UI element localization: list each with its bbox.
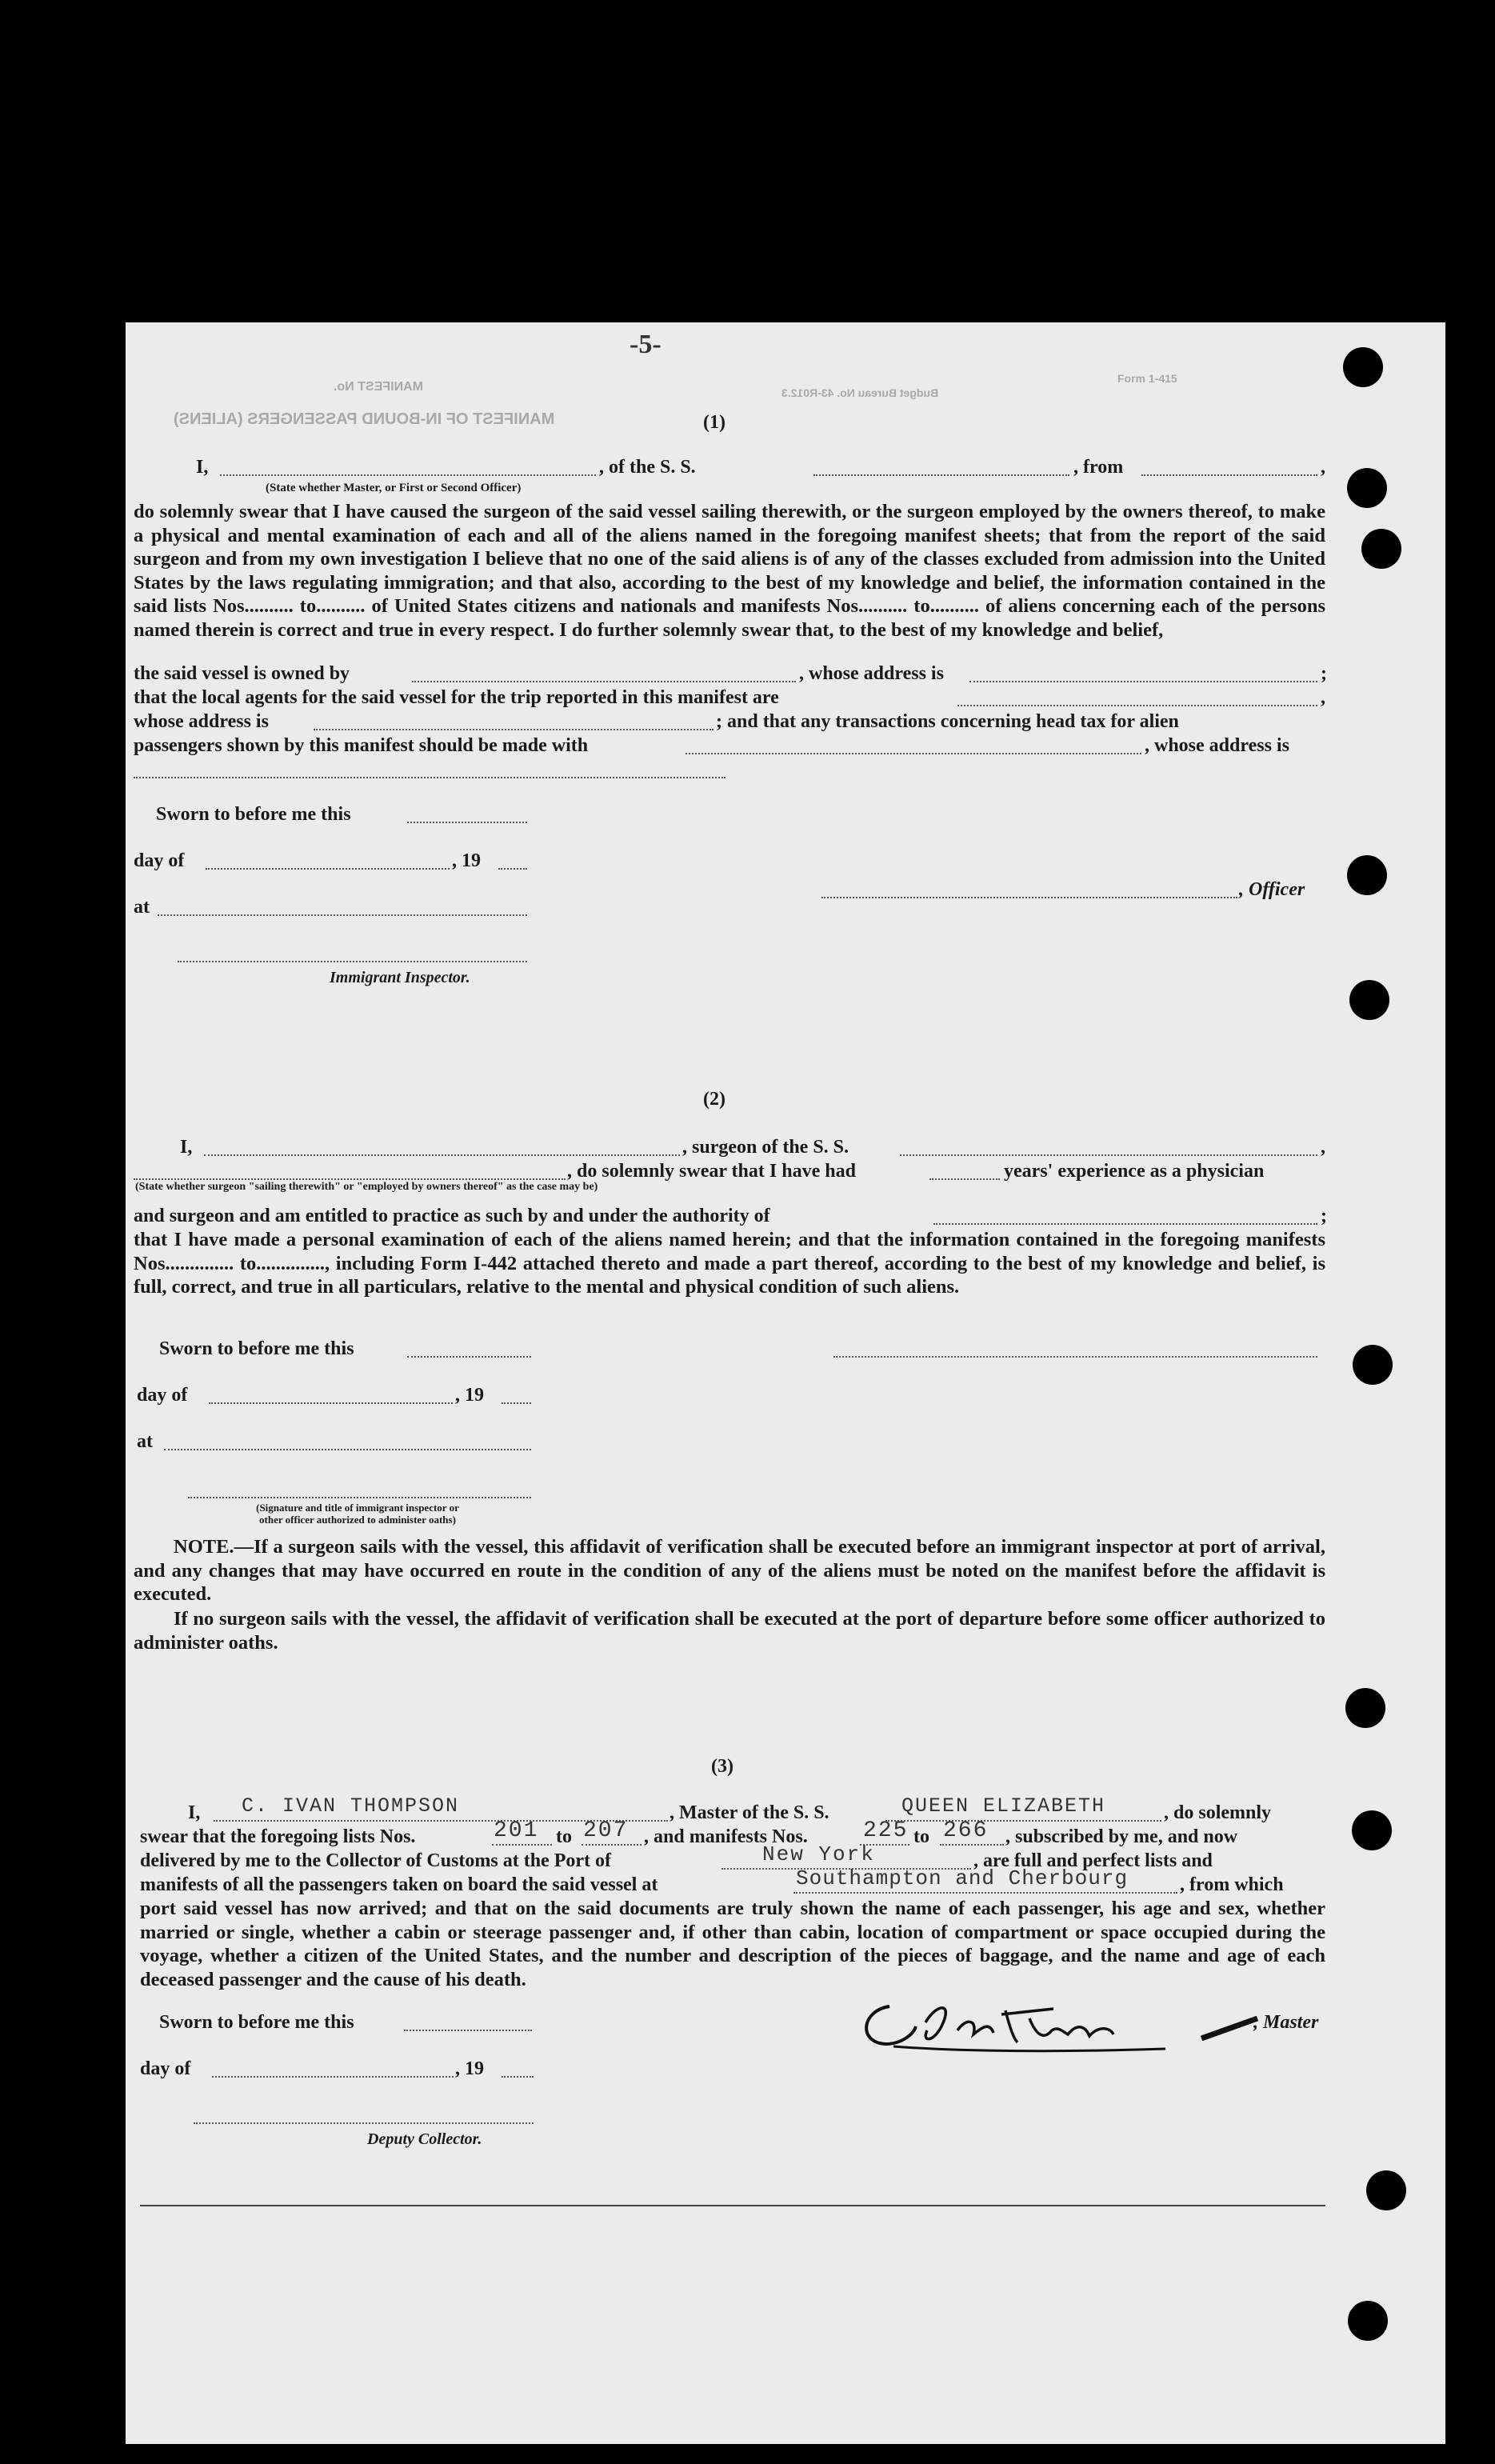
s3-day-of: day of — [140, 2058, 191, 2079]
s1-sworn: Sworn to before me this — [156, 804, 351, 825]
s1-rank-caption: (State whether Master, or First or Second Officer) — [266, 482, 522, 494]
s1-nineteen: , 19 — [452, 850, 481, 871]
s3-master-name: C. IVAN THOMPSON — [242, 1794, 460, 1818]
s3-vessel-blank — [885, 1820, 1161, 1822]
s3-delivered: delivered by me to the Collector of Customs at the Port of — [140, 1850, 611, 1871]
s2-years-exp: years' experience as a physician — [1004, 1161, 1265, 1182]
s1-officer-name-blank — [220, 474, 596, 476]
punch-hole — [1353, 1345, 1393, 1385]
s1-owner-address-blank — [969, 681, 1317, 682]
s2-note-body: —If a surgeon sails with the vessel, this affidavit of verification shall be executed before an immigrant inspector at port of arrival, and any changes that may have occurred en route in the condition of any of the aliens must be noted on the manifest before the affidavit is executed. — [134, 1536, 1325, 1605]
s3-day-blank — [212, 2076, 454, 2078]
s3-full-perfect: , are full and perfect lists and — [973, 1850, 1213, 1871]
s2-note-2: If no surgeon sails with the vessel, the affidavit of verification shall be executed at the port of departure before some officer authorized to administer oaths. — [134, 1608, 1325, 1654]
s1-officer-label: , Officer — [1239, 879, 1305, 900]
s3-manifests-to: 266 — [943, 1818, 989, 1843]
master-signature — [845, 1994, 1261, 2058]
s3-swear-lists: swear that the foregoing lists Nos. — [140, 1826, 416, 1847]
s2-caption: (State whether surgeon "sailing therewith" or "employed by owners thereof" as the case may be) — [135, 1181, 598, 1193]
s3-master-of: , Master of the S. S. — [670, 1802, 829, 1823]
punch-hole — [1349, 980, 1389, 1020]
punch-hole — [1348, 2301, 1388, 2341]
s2-note-label: NOTE. — [174, 1536, 234, 1558]
s3-lists-to-blank — [582, 1844, 642, 1846]
s3-nineteen: , 19 — [455, 2058, 484, 2079]
s3-year-blank — [502, 2076, 534, 2078]
s3-manifests-to-blank — [940, 1844, 1004, 1846]
s2-day-blank — [209, 1402, 453, 1404]
punch-hole — [1352, 1810, 1392, 1850]
s1-agents-address-blank — [314, 729, 714, 730]
s1-line1-end: , — [1321, 457, 1325, 478]
manifest-affidavit-page — [126, 322, 1445, 2444]
s2-years-blank — [929, 1178, 1000, 1180]
bottom-rule — [140, 2205, 1325, 2206]
s1-day-of: day of — [134, 850, 185, 871]
s1-at-blank — [158, 914, 527, 916]
s2-at-blank — [164, 1449, 531, 1450]
s2-surgeon-name-blank — [204, 1154, 680, 1156]
s2-authority-blank — [933, 1223, 1317, 1225]
s3-lists-from-blank — [492, 1844, 552, 1846]
s2-sworn: Sworn to before me this — [159, 1338, 354, 1359]
s2-sworn-blank — [407, 1356, 531, 1358]
s1-i: I, — [196, 457, 209, 478]
s2-day-of: day of — [137, 1385, 188, 1406]
s3-lists-to-label: to — [556, 1826, 572, 1847]
s1-whose-address-is: whose address is — [134, 711, 269, 732]
section-3-number: (3) — [711, 1756, 734, 1777]
s1-local-agents: that the local agents for the said vessel for the trip reported in this manifest are — [134, 687, 779, 708]
s1-body: do solemnly swear that I have caused the surgeon of the said vessel sailing therewith, or the surgeon employed by the owners thereof, to make a physical and mental examination of each and all of the aliens named in the foregoing manifest sheets; that from the report of the said surgeon and from my own investigation I believe that no one of the said aliens is of any of the classes excluded from admission into the United States by the laws regulating immigration; and that also, according to the best of my knowledge and belief, the information contained in the said lists Nos.......... to.......... of United States citizens and nationals and manifests Nos.......... to.......... of aliens concerning each of the persons named therein is correct and true in every respect. I do further solemnly swear that, to the best of my knowledge and belief, — [134, 501, 1325, 641]
bleed-through-budget: Budget Bureau No. 43-R012.3 — [781, 386, 939, 399]
s1-passengers: passengers shown by this manifest should be made with — [134, 735, 589, 756]
s1-agents-blank — [957, 705, 1317, 706]
s1-owned-by: the said vessel is owned by — [134, 663, 350, 684]
s1-of-ss: , of the S. S. — [599, 457, 696, 478]
s3-from-which: , from which — [1180, 1874, 1284, 1895]
s1-officer-signature-blank — [821, 897, 1237, 898]
s2-surgeon-of: , surgeon of the S. S. — [682, 1137, 849, 1158]
punch-hole — [1347, 855, 1387, 895]
s3-deputy-label: Deputy Collector. — [367, 2130, 482, 2148]
s1-from: , from — [1073, 457, 1124, 478]
s2-at: at — [137, 1431, 153, 1452]
s2-year-blank — [502, 1402, 531, 1404]
s1-whose-address-end: , whose address is — [1145, 735, 1289, 756]
s1-whose-address: , whose address is — [799, 663, 944, 684]
s1-inspector-label: Immigrant Inspector. — [330, 969, 470, 986]
s1-vessel-blank — [813, 474, 1069, 476]
s3-deputy-signature-blank — [194, 2122, 534, 2124]
bleed-through-heading: MANIFEST OF IN-BOUND PASSENGERS (ALIENS) — [174, 410, 555, 428]
s2-body: that I have made a personal examination of each of the aliens named herein; and that the information contained in the foregoing manifests Nos.............. to.............., including Form I-442 attached thereto and made a part thereof, according to the best of my knowledge and belief, is full, correct, and true in all particulars, relative to the mental and physical condition of such aliens. — [134, 1229, 1325, 1298]
section-2-number: (2) — [703, 1089, 726, 1110]
s1-head-tax: ; and that any transactions concerning head tax for alien — [716, 711, 1179, 732]
s2-note — [134, 1535, 1325, 1606]
s3-manifests-from: 225 — [863, 1818, 909, 1843]
s1-owner-blank — [412, 681, 796, 682]
s1-sworn-blank — [407, 822, 527, 823]
s2-sworn-years: , do solemnly swear that I have had — [567, 1161, 856, 1182]
s3-manifests-all: manifests of all the passengers taken on board the said vessel at — [140, 1874, 658, 1895]
s1-head-tax-agent-blank — [686, 753, 1141, 754]
s3-subscribed: , subscribed by me, and now — [1005, 1826, 1238, 1847]
s2-line1-end: , — [1321, 1137, 1325, 1158]
bleed-through-form-no: Form 1-415 — [1117, 372, 1177, 385]
punch-hole — [1347, 468, 1387, 508]
s1-from-blank — [1141, 474, 1317, 476]
s1-head-tax-address-blank — [134, 777, 726, 778]
bleed-through-manifest-no: MANIFEST No. — [334, 380, 423, 394]
s3-body: port said vessel has now arrived; and that on the said documents are truly shown the name of each passenger, his age and sex, whether married or single, whether a cabin or steerage passenger and, if other than cabin, location of compartment or space occupied during the voyage, whether a citizen of the United States, and the number and description of the pieces of baggage, and the name and age of each deceased passenger and the cause of his death. — [140, 1898, 1325, 1990]
s3-master-label: , Master — [1253, 2012, 1319, 2033]
punch-hole — [1345, 1688, 1385, 1728]
s1-year-blank — [498, 868, 527, 870]
s2-vessel-blank — [900, 1154, 1317, 1156]
s3-lists-from: 201 — [494, 1818, 539, 1843]
s3-lists-to: 207 — [583, 1818, 629, 1843]
s3-i: I, — [188, 1802, 201, 1823]
s3-port: New York — [762, 1842, 875, 1866]
s2-sig-caption-1: (Signature and title of immigrant inspector or — [256, 1502, 459, 1514]
s2-authority-end: ; — [1321, 1206, 1327, 1226]
s3-and-manifests: , and manifests Nos. — [644, 1826, 808, 1847]
s1-at: at — [134, 897, 150, 918]
s1-semicolon: ; — [1321, 663, 1327, 684]
s3-departure-blank — [793, 1892, 1177, 1894]
punch-hole — [1361, 529, 1401, 569]
s2-i: I, — [180, 1137, 193, 1158]
s2-nineteen: , 19 — [455, 1385, 484, 1406]
punch-hole — [1366, 2170, 1406, 2210]
s3-vessel-name: QUEEN ELIZABETH — [901, 1794, 1106, 1818]
page-number-mark: -5- — [630, 330, 662, 359]
s2-sig-caption-2: other officer authorized to administer oaths) — [259, 1514, 456, 1526]
s3-sworn-blank — [404, 2030, 532, 2031]
s1-comma: , — [1321, 687, 1325, 708]
s1-day-blank — [206, 868, 450, 870]
s3-manifests-to-label: to — [913, 1826, 929, 1847]
s3-solemnly: , do solemnly — [1164, 1802, 1272, 1823]
s1-inspector-signature-blank — [178, 961, 527, 962]
s2-surgeon-signature-blank — [833, 1356, 1317, 1358]
s3-departure-ports: Southampton and Cherbourg — [796, 1866, 1129, 1890]
section-1-number: (1) — [703, 412, 726, 433]
s2-authority: and surgeon and am entitled to practice as such by and under the authority of — [134, 1206, 770, 1226]
s3-sworn: Sworn to before me this — [159, 2012, 354, 2033]
s2-inspector-signature-blank — [188, 1497, 531, 1498]
punch-hole — [1343, 347, 1383, 387]
